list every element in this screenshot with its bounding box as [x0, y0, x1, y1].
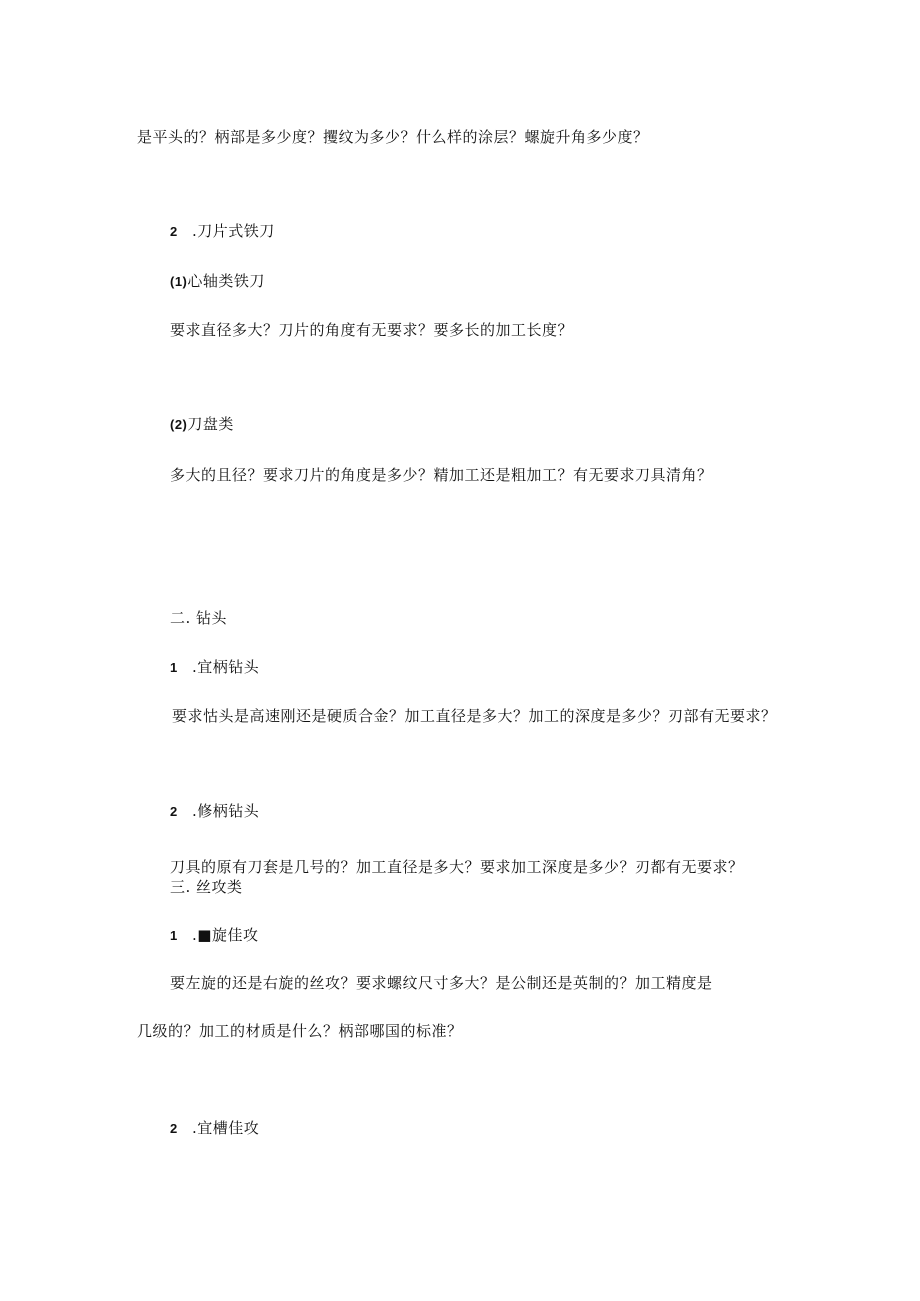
heading-blade-cutter — [170, 221, 275, 242]
heading-number: 1 — [170, 660, 178, 675]
heading-number: 1 — [170, 928, 178, 943]
subheading-arbor-cutter — [170, 271, 265, 292]
heading-spiral-tap — [170, 925, 258, 946]
heading-text: .宜柄钻头 — [192, 658, 260, 676]
heading-number: 2 — [170, 1121, 178, 1136]
heading-text: .■旋佳攻 — [192, 926, 259, 944]
subheading-text: 心轴类铁刀 — [187, 272, 265, 290]
heading-straight-shank-drill — [170, 657, 259, 678]
paragraph-line-1: 是平头的？柄部是多少度？攫纹为多少？什么样的涂层？螺旋升角多少度？ — [137, 128, 649, 146]
paragraph-spiral-tap-line-2: 几级的？加工的材质是什么？柄部哪国的标准？ — [137, 1022, 463, 1040]
heading-text: .宜槽佳攻 — [192, 1119, 260, 1137]
heading-number: 2 — [170, 224, 178, 239]
heading-taper-shank-drill — [170, 801, 259, 822]
subheading-text: 刀盘类 — [187, 415, 234, 433]
paragraph-taper-shank-drill: 刀具的原有刀套是几号的？加工直径是多大？要求加工深度是多少？刃都有无要求？ — [170, 858, 744, 876]
paragraph-spiral-tap-line-1: 要左旋的还是右旋的丝攻？要求螺纹尺寸多大？是公制还是英制的？加工精度是 — [170, 974, 713, 992]
paragraph-straight-shank-drill: 要求怙头是高速刚还是硬质合金？加工直径是多大？加工的深度是多少？刃部有无要求？ — [172, 707, 777, 725]
heading-straight-flute-tap — [170, 1118, 259, 1139]
paragraph-cutter-disc: 多大的且径？要求刀片的角度是多少？精加工还是粗加工？有无要求刀具清角？ — [170, 466, 713, 484]
subheading-cutter-disc — [170, 414, 234, 435]
heading-number: 2 — [170, 804, 178, 819]
heading-text: .修柄钻头 — [192, 802, 260, 820]
subheading-number: (1) — [170, 274, 188, 289]
subheading-number: (2) — [170, 417, 188, 432]
section-heading-taps: 三. 丝攻类 — [170, 878, 243, 896]
section-heading-drills: 二. 钻头 — [170, 609, 228, 627]
paragraph-arbor-cutter: 要求直径多大？刀片的角度有无要求？要多长的加工长度？ — [170, 321, 574, 339]
heading-text: .刀片式铁刀 — [192, 222, 275, 240]
